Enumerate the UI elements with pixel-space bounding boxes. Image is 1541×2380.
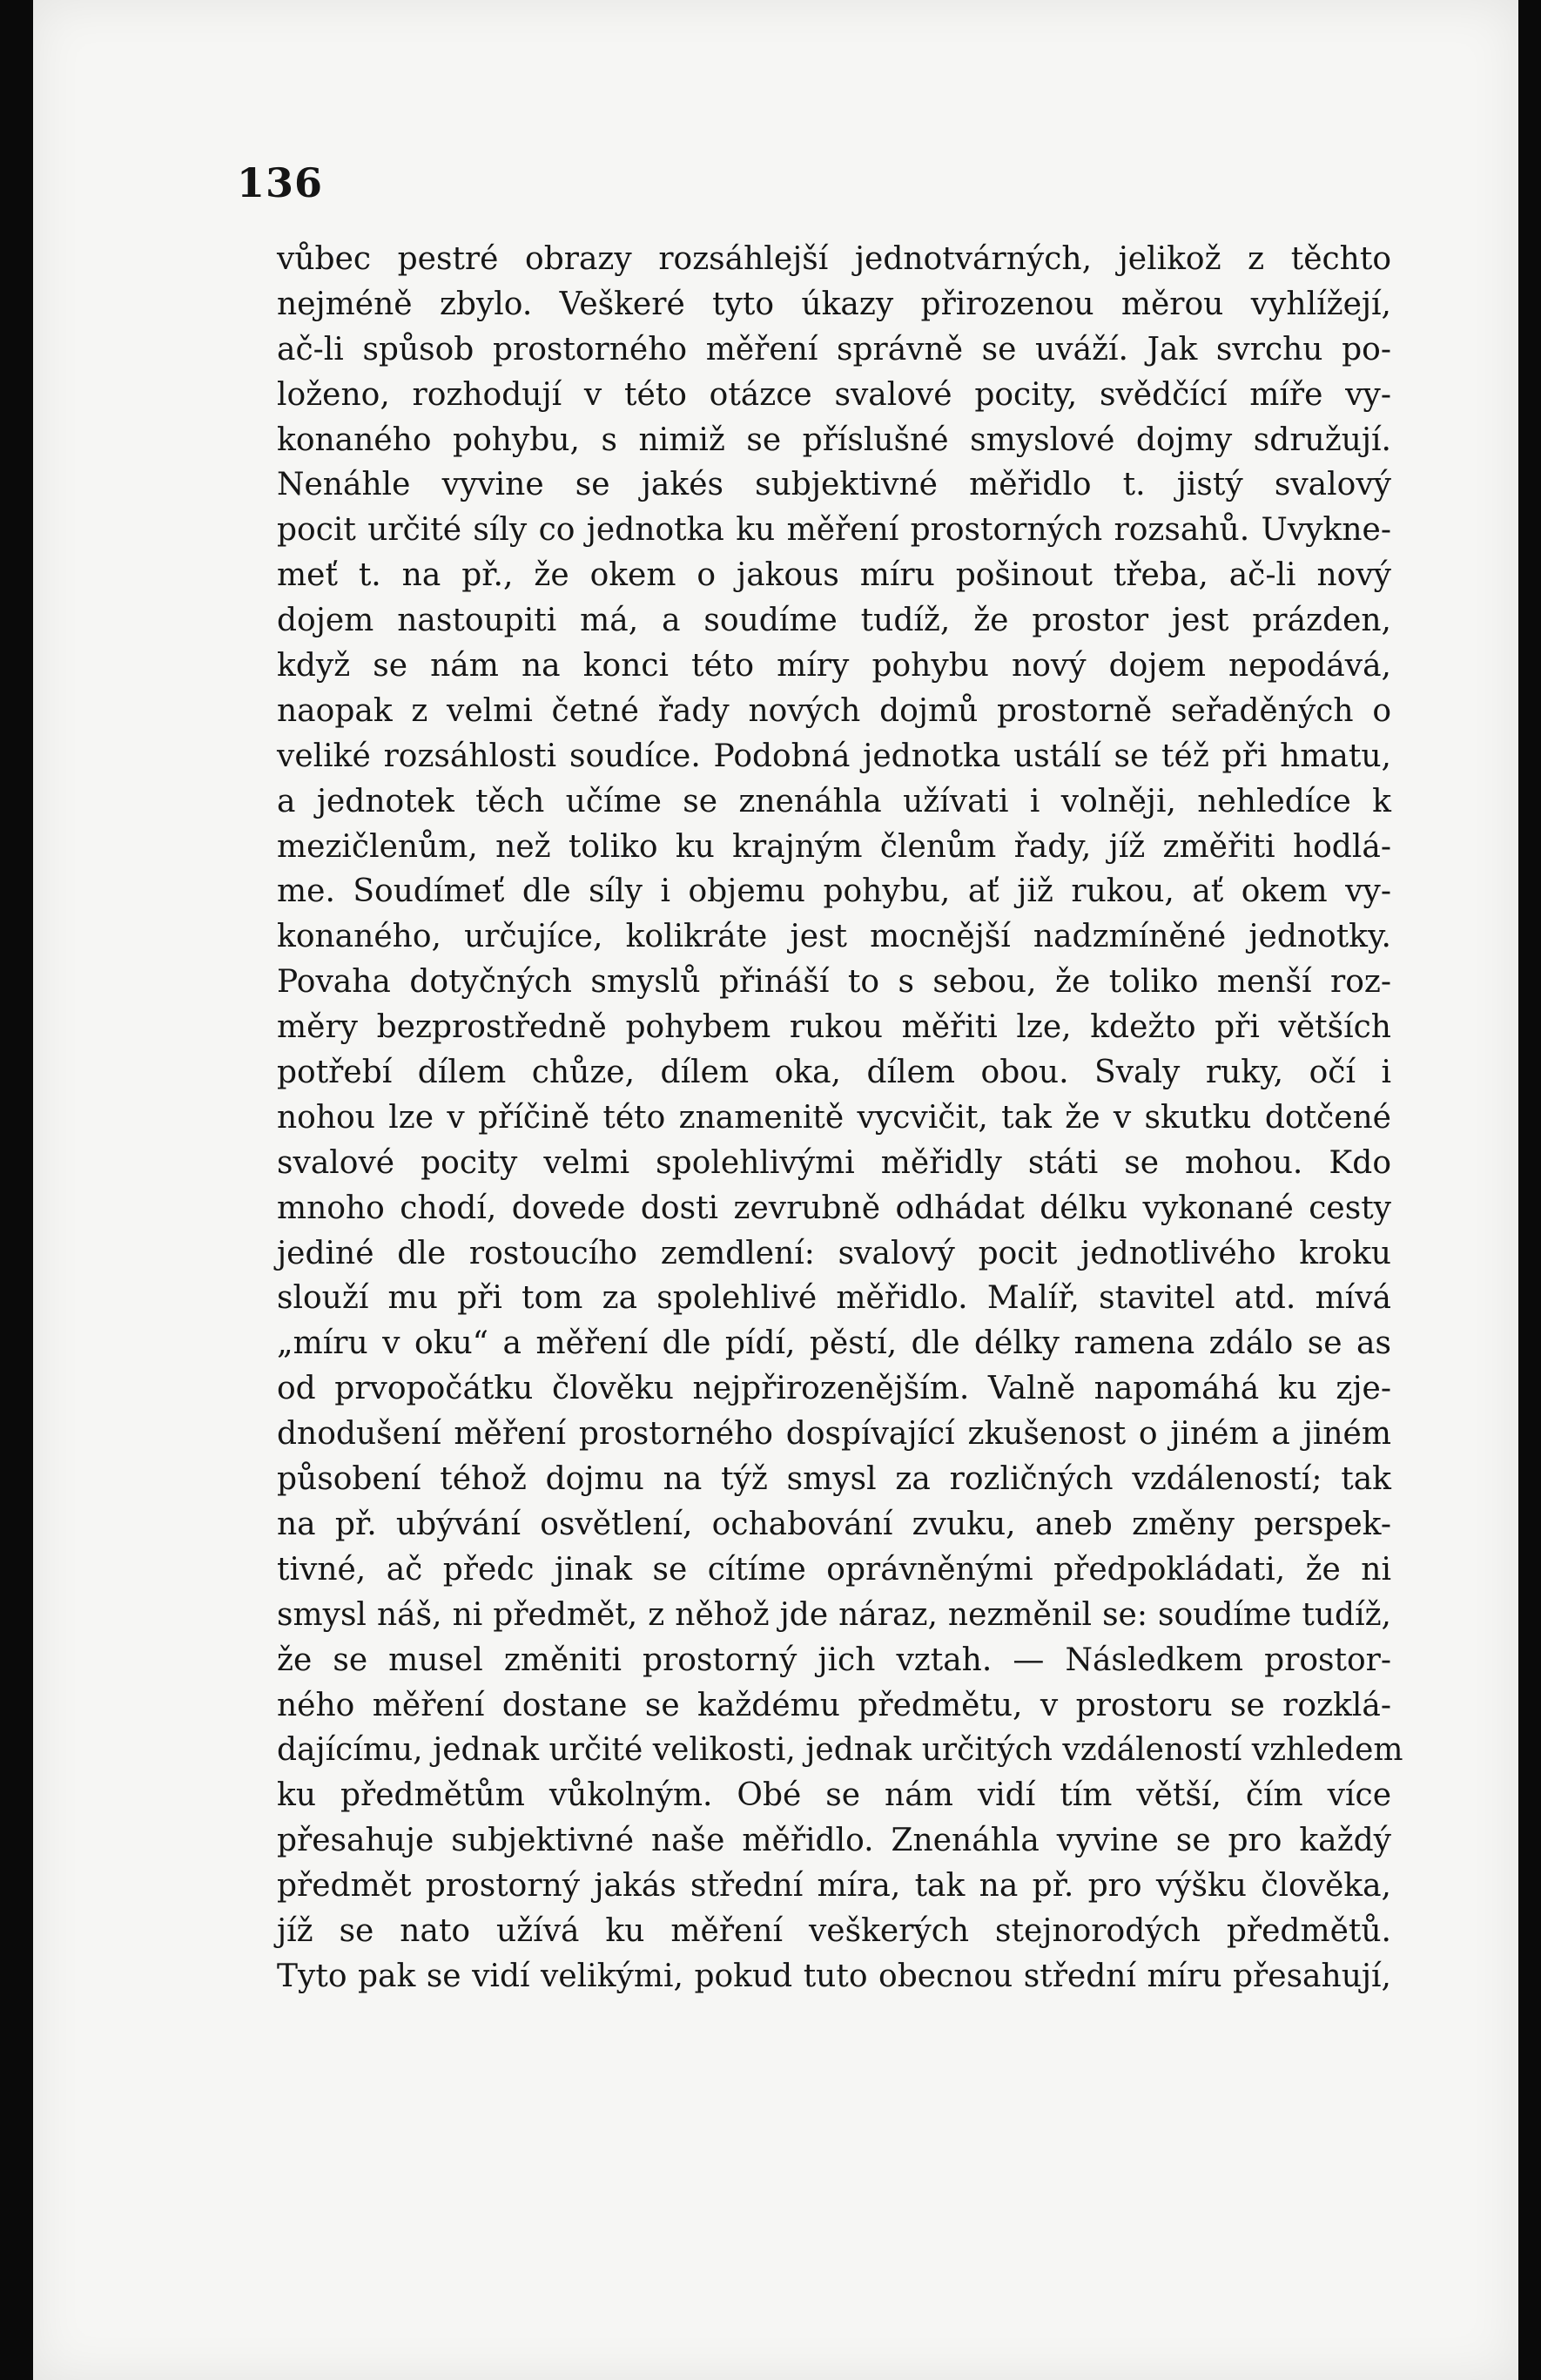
text-line: přesahuje subjektivné naše měřidlo. Znenáhla vyvine se pro každý [277, 1823, 1391, 1859]
text-line: od prvopočátku člověku nejpřirozenějším. Valně napomáhá ku zje- [277, 1371, 1391, 1407]
text-line: dnodušení měření prostorného dospívající zkušenost o jiném a jiném [277, 1416, 1391, 1453]
text-line: a jednotek těch učíme se znenáhla užívati i volněji, nehledíce k [277, 783, 1391, 819]
text-line: ač-li spůsob prostorného měření správně se uváží. Jak svrchu po- [277, 331, 1391, 367]
text-line: me. Soudímeť dle síly i objemu pohybu, ať již rukou, ať okem vy- [277, 873, 1391, 910]
text-line: ku předmětům vůkolným. Obé se nám vidí tím větší, čím více [277, 1777, 1391, 1814]
text-line: předmět prostorný jakás střední míra, tak na př. pro výšku člověka, [277, 1868, 1391, 1905]
text-line: že se musel změniti prostorný jich vztah. — Následkem prostor- [277, 1642, 1391, 1678]
text-line: měry bezprostředně pohybem rukou měřiti lze, kdežto při větších [277, 1009, 1391, 1046]
text-line: vůbec pestré obrazy rozsáhlejší jednotvárných, jelikož z těchto [277, 241, 1391, 277]
text-line: konaného, určujíce, kolikráte jest mocnější nadzmíněné jednotky. [277, 919, 1391, 955]
text-line: smysl náš, ni předmět, z něhož jde náraz, nezměnil se: soudíme tudíž, [277, 1596, 1391, 1633]
text-line: loženo, rozhodují v této otázce svalové pocity, svědčící míře vy- [277, 376, 1391, 413]
text-line: mnoho chodí, dovede dosti zevrubně odhádat délku vykonané cesty [277, 1190, 1391, 1226]
text-line: tivné, ač předc jinak se cítíme oprávněnými předpokládati, že ni [277, 1551, 1391, 1588]
text-line: meť t. na př., že okem o jakous míru pošinout třeba, ač-li nový [277, 557, 1391, 594]
text-line: potřebí dílem chůze, dílem oka, dílem obou. Svaly ruky, očí i [277, 1055, 1391, 1091]
text-line: když se nám na konci této míry pohybu nový dojem nepodává, [277, 648, 1391, 684]
book-page [33, 0, 1518, 2380]
text-line: Povaha dotyčných smyslů přináší to s sebou, že toliko menší roz- [277, 964, 1391, 1001]
page-number: 136 [237, 159, 324, 206]
body-text [277, 237, 1403, 1999]
text-line: jediné dle rostoucího zemdlení: svalový pocit jednotlivého kroku [277, 1235, 1391, 1271]
text-line: Tyto pak se vidí velikými, pokud tuto obecnou střední míru přesahují, [277, 1958, 1391, 1994]
text-line: nejméně zbylo. Veškeré tyto úkazy přirozenou měrou vyhlížejí, [277, 286, 1391, 322]
text-line: Nenáhle vyvine se jakés subjektivné měřidlo t. jistý svalový [277, 467, 1391, 503]
text-line: dajícímu, jednak určité velikosti, jednak určitých vzdáleností vzhledem [277, 1732, 1403, 1769]
text-line: jíž se nato užívá ku měření veškerých stejnorodých předmětů. [277, 1912, 1391, 1949]
text-line: působení téhož dojmu na týž smysl za rozličných vzdáleností; tak [277, 1461, 1391, 1498]
text-line: pocit určité síly co jednotka ku měření prostorných rozsahů. Uvykne- [277, 512, 1391, 549]
text-line: ného měření dostane se každému předmětu, v prostoru se rozklá- [277, 1687, 1391, 1723]
text-line: mezičlenům, než toliko ku krajným členům řady, jíž změřiti hodlá- [277, 828, 1391, 865]
text-line: naopak z velmi četné řady nových dojmů prostorně seřaděných o [277, 692, 1391, 729]
text-line: konaného pohybu, s nimiž se příslušné smyslové dojmy sdružují. [277, 421, 1391, 458]
text-line: slouží mu při tom za spolehlivé měřidlo. Malíř, stavitel atd. mívá [277, 1280, 1391, 1317]
text-line: svalové pocity velmi spolehlivými měřidly státi se mohou. Kdo [277, 1144, 1391, 1181]
text-line: nohou lze v příčině této znamenitě vycvičit, tak že v skutku dotčené [277, 1099, 1391, 1136]
text-line: veliké rozsáhlosti soudíce. Podobná jednotka ustálí se též při hmatu, [277, 738, 1391, 774]
text-line: „míru v oku“ a měření dle pídí, pěstí, dle délky ramena zdálo se as [277, 1325, 1391, 1362]
text-line: dojem nastoupiti má, a soudíme tudíž, že prostor jest prázden, [277, 603, 1391, 639]
text-line: na př. ubývání osvětlení, ochabování zvuku, aneb změny perspek- [277, 1506, 1391, 1542]
